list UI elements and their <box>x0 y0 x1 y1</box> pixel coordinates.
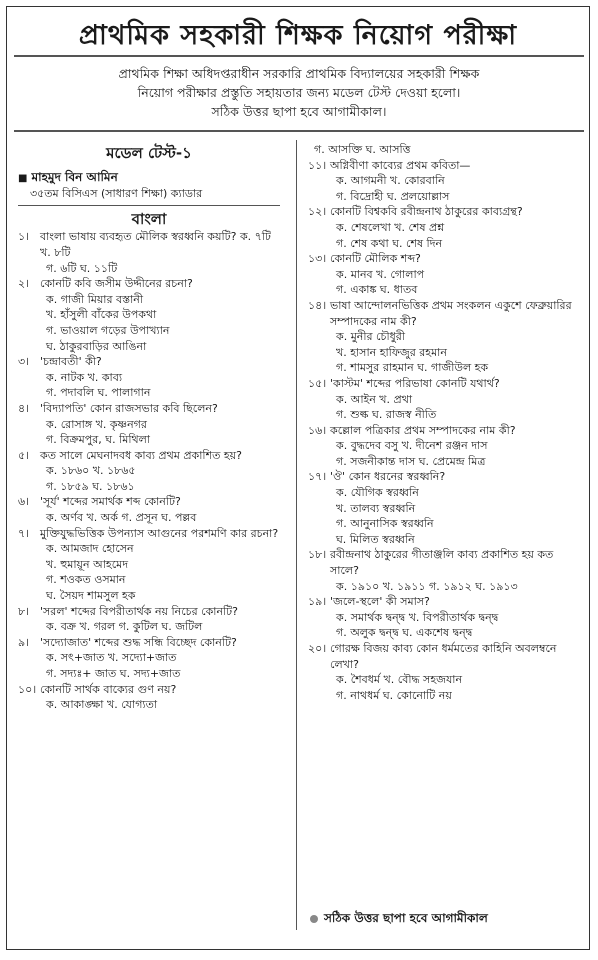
question-option: ক. মুনীর চৌধুরী <box>336 330 405 344</box>
question-text: কোনটি মৌলিক শব্দ? <box>330 252 421 266</box>
question-item <box>18 526 280 604</box>
question-option: গ. ১৮৫৯ ঘ. ১৮৬১ <box>46 479 135 493</box>
footer-note <box>310 910 488 930</box>
right-column <box>308 142 578 703</box>
question-text: ভাষা আন্দোলনভিত্তিক প্রথম সংকলন একুশে ফেব্রুয়ারির সম্পাদকের নাম কী? <box>330 298 572 328</box>
question-option: ক. বক্র খ. গরল গ. কুটিল ঘ. জটিল <box>46 620 203 634</box>
question-number: ১৪। <box>308 298 327 312</box>
question-option: ক. রোসাঙ্গ খ. কৃষ্ণনগর <box>46 417 147 431</box>
question-item <box>308 594 578 641</box>
question-option: ক. যৌগিক স্বরধ্বনি <box>336 486 419 500</box>
question-option: ক. ১৯১০ খ. ১৯১১ গ. ১৯১২ ঘ. ১৯১৩ <box>336 579 518 593</box>
question-item <box>308 469 578 547</box>
question-option: খ. হাঁসুলী বাঁকের উপকথা <box>46 308 157 322</box>
question-number: ১৭। <box>308 470 327 484</box>
column-divider <box>296 140 297 930</box>
question-item <box>308 376 578 423</box>
question-option: ক. শৈবধর্ম খ. বৌদ্ধ সহজযান <box>336 673 463 687</box>
question-text: 'ঔ' কোন ধরনের স্বরধ্বনি? <box>330 470 446 484</box>
question-number: ৩। <box>18 355 30 369</box>
square-bullet-icon: ■ <box>18 172 28 184</box>
question-number: ২। <box>18 277 30 291</box>
question-option: ক. আমজাদ হোসেন <box>46 542 134 556</box>
question-item <box>308 423 578 470</box>
question-item <box>18 354 280 401</box>
question-number: ১৮। <box>308 548 327 562</box>
question-item <box>18 401 280 448</box>
question-number: ৯। <box>18 635 30 649</box>
question-number: ১০। <box>18 682 37 696</box>
question-text: রবীন্দ্রনাথ ঠাকুরের গীতাঞ্জলি কাব্য প্রকাশিত হয় কত সালে? <box>330 548 554 578</box>
question-text: মুক্তিযুদ্ধভিত্তিক উপন্যাস আগুনের পরশমণি কার রচনা? <box>40 526 279 540</box>
circle-bullet-icon <box>310 915 318 923</box>
section-title: মডেল টেস্ট-১ <box>106 144 192 162</box>
question-item <box>308 641 578 703</box>
question-number: ৬। <box>18 495 30 509</box>
question-number: ১১। <box>308 158 327 172</box>
question-item <box>308 547 578 594</box>
question-option: ক. সমার্থক দ্বন্দ্ব খ. বিপরীতার্থক দ্বন্দ্ব <box>336 610 499 624</box>
question-option: গ. শামসুর রাহমান ঘ. গাজীউল হক <box>336 361 489 375</box>
question-option: গ. নাথধর্ম ঘ. কোনোটি নয় <box>336 688 452 702</box>
question-option: ক. নাটক খ. কাব্য <box>46 370 123 384</box>
intro-line: প্রাথমিক শিক্ষা অধিদপ্তরাধীন সরকারি প্রাথমিক বিদ্যালয়ের সহকারী শিক্ষক <box>118 66 480 81</box>
question-option: গ. সজনীকান্ত দাস ঘ. প্রেমেন্দ্র মিত্র <box>336 454 486 468</box>
intro-text <box>20 64 578 121</box>
question-option: ক. আগমনী খ. কোরবানি <box>336 174 445 188</box>
question-item <box>308 204 578 251</box>
question-option: গ. শওকত ওসমান <box>46 573 126 587</box>
author-designation: ৩৫তম বিসিএস (সাধারণ শিক্ষা) ক্যাডার <box>18 186 280 206</box>
question-option: গ. অলুক দ্বন্দ্ব ঘ. একশেষ দ্বন্দ্ব <box>336 626 473 640</box>
intro-line: সঠিক উত্তর ছাপা হবে আগামীকাল। <box>211 104 387 119</box>
question-option: গ. বিক্রমপুর, ঘ. মিথিলা <box>46 433 150 447</box>
question-text: কল্লোল পত্রিকার প্রথম সম্পাদকের নাম কী? <box>330 423 516 437</box>
right-questions <box>308 158 578 704</box>
question-option: ক. ১৮৬০ খ. ১৮৬৫ <box>46 464 136 478</box>
question-item <box>18 682 280 713</box>
question-option: ক. বুদ্ধদেব বসু খ. দীনেশ রঞ্জন দাস <box>336 439 488 453</box>
question-number: ১৫। <box>308 376 327 390</box>
question-text: কোনটি কবি জসীম উদ্দীনের রচনা? <box>40 277 193 291</box>
question-option: গ. ৬টি ঘ. ১১টি <box>46 261 118 275</box>
intro-divider <box>14 130 584 132</box>
question-number: ১৬। <box>308 423 327 437</box>
question-text: বাংলা ভাষায় ব্যবহৃত মৌলিক স্বরধ্বনি কয়টি? ক. ৭টি খ. ৮টি <box>40 230 271 259</box>
question-option: ক. গাজী মিয়ার বস্তানী <box>46 292 143 306</box>
question-option: গ. বিদ্রোহী ঘ. প্রলয়োল্লাস <box>336 189 450 203</box>
question-option: গ. একাঙ্ক ঘ. ধাতব <box>336 283 418 297</box>
question-number: ৫। <box>18 448 30 462</box>
question-option: ক. আকাঙ্ক্ষা খ. যোগ্যতা <box>46 698 158 712</box>
page-title: প্রাথমিক সহকারী শিক্ষক নিয়োগ পরীক্ষা <box>78 20 518 51</box>
question-number: ৮। <box>18 604 30 618</box>
question-item <box>18 604 280 635</box>
question-text: 'বিদ্যাপতি' কোন রাজসভার কবি ছিলেন? <box>40 401 218 415</box>
question-item <box>18 494 280 525</box>
question-option: গ. পদাবলি ঘ. পালাগান <box>46 386 151 400</box>
question-option: গ. আসক্তি ঘ. আসত্তি <box>314 143 411 156</box>
question-number: ২০। <box>308 642 327 655</box>
question-text: গোরক্ষ বিজয় কাব্য কোন ধর্মমতের কাহিনি অবলম্বনে লেখা? <box>330 642 557 671</box>
question-text: কত সালে মেঘনাদবধ কাব্য প্রথম প্রকাশিত হয়? <box>40 448 242 462</box>
question-item <box>308 298 578 376</box>
question-item <box>18 276 280 354</box>
question-option: ক. আইন খ. প্রথা <box>336 392 413 406</box>
question-option: খ. হাসান হাফিজুর রহমান <box>336 345 447 359</box>
question-number: ৪। <box>18 401 30 415</box>
question-option: গ. সদ্যঃ+ জাত ঘ. সদ্য+জাত <box>46 667 181 680</box>
question-option: গ. শেষ কথা ঘ. শেষ দিন <box>336 236 443 250</box>
question-text: 'সদ্যোজাত' শব্দের শুদ্ধ সন্ধি বিচ্ছেদ কোনটি? <box>40 635 237 649</box>
left-column <box>18 142 280 713</box>
title-divider <box>14 55 584 57</box>
question-option: ঘ. সৈয়দ শামসুল হক <box>46 589 136 603</box>
question-option: ক. অর্ণব খ. অর্ক গ. প্রসূন ঘ. পল্লব <box>46 511 197 525</box>
question-number: ১। <box>18 230 30 244</box>
left-questions <box>18 229 280 712</box>
question-item <box>308 158 578 205</box>
question-option: ক. শেষলেখা খ. শেষ প্রশ্ন <box>336 220 445 234</box>
question-item <box>308 251 578 298</box>
question-number: ৭। <box>18 526 30 540</box>
question-item <box>18 635 280 682</box>
question-option: ক. মানব খ. গোলাপ <box>336 267 425 281</box>
question-number: ১৩। <box>308 252 327 266</box>
question-item <box>18 229 280 276</box>
question-option: ক. সৎ+জাত খ. সদ্যো+জাত <box>46 651 177 665</box>
question-text: 'চন্দ্রাবতী' কী? <box>40 355 102 369</box>
question-option: ঘ. ঠাকুরবাড়ির আঙিনা <box>46 339 147 353</box>
question-option: গ. ভাওয়াল গড়ের উপাখ্যান <box>46 323 170 337</box>
question-item <box>18 448 280 495</box>
question-text: কোনটি বিশ্বকবি রবীন্দ্রনাথ ঠাকুরের কাব্যগ্রন্থ? <box>330 205 523 219</box>
question-text: 'সূর্য' শব্দের সমার্থক শব্দ কোনটি? <box>40 495 181 509</box>
question-text: কোনটি সার্থক বাক্যের গুণ নয়? <box>40 682 177 696</box>
intro-line: নিয়োগ পরীক্ষার প্রস্তুতি সহায়তার জন্য মডেল টেস্ট দেওয়া হলো। <box>137 85 461 100</box>
question-number: ১৯। <box>308 595 327 609</box>
author-name <box>18 170 280 187</box>
question-option: খ. হুমায়ূন আহমেদ <box>46 557 128 571</box>
question-text: অগ্নিবীণা কাব্যের প্রথম কবিতা— <box>330 158 471 172</box>
question-text: 'কাস্টম' শব্দের পরিভাষা কোনটি যথার্থ? <box>330 376 500 390</box>
question-option: গ. শুল্ক ঘ. রাজস্ব নীতি <box>336 408 437 422</box>
question-option: খ. তালব্য স্বরধ্বনি <box>336 501 416 515</box>
question-option: গ. আনুনাসিক স্বরধ্বনি <box>336 517 434 531</box>
footer-text: সঠিক উত্তর ছাপা হবে আগামীকাল <box>324 911 488 925</box>
author-name-text: মাহমুদ বিন আমিন <box>31 169 118 184</box>
question-option: ঘ. মিলিত স্বরধ্বনি <box>336 532 415 546</box>
question-text: 'জলে-স্থলে' কী সমাস? <box>330 595 430 609</box>
subject-heading: বাংলা <box>131 209 167 228</box>
question-text: 'সরল' শব্দের বিপরীতার্থক নয় নিচের কোনটি? <box>40 604 239 618</box>
question-number: ১২। <box>308 205 327 219</box>
